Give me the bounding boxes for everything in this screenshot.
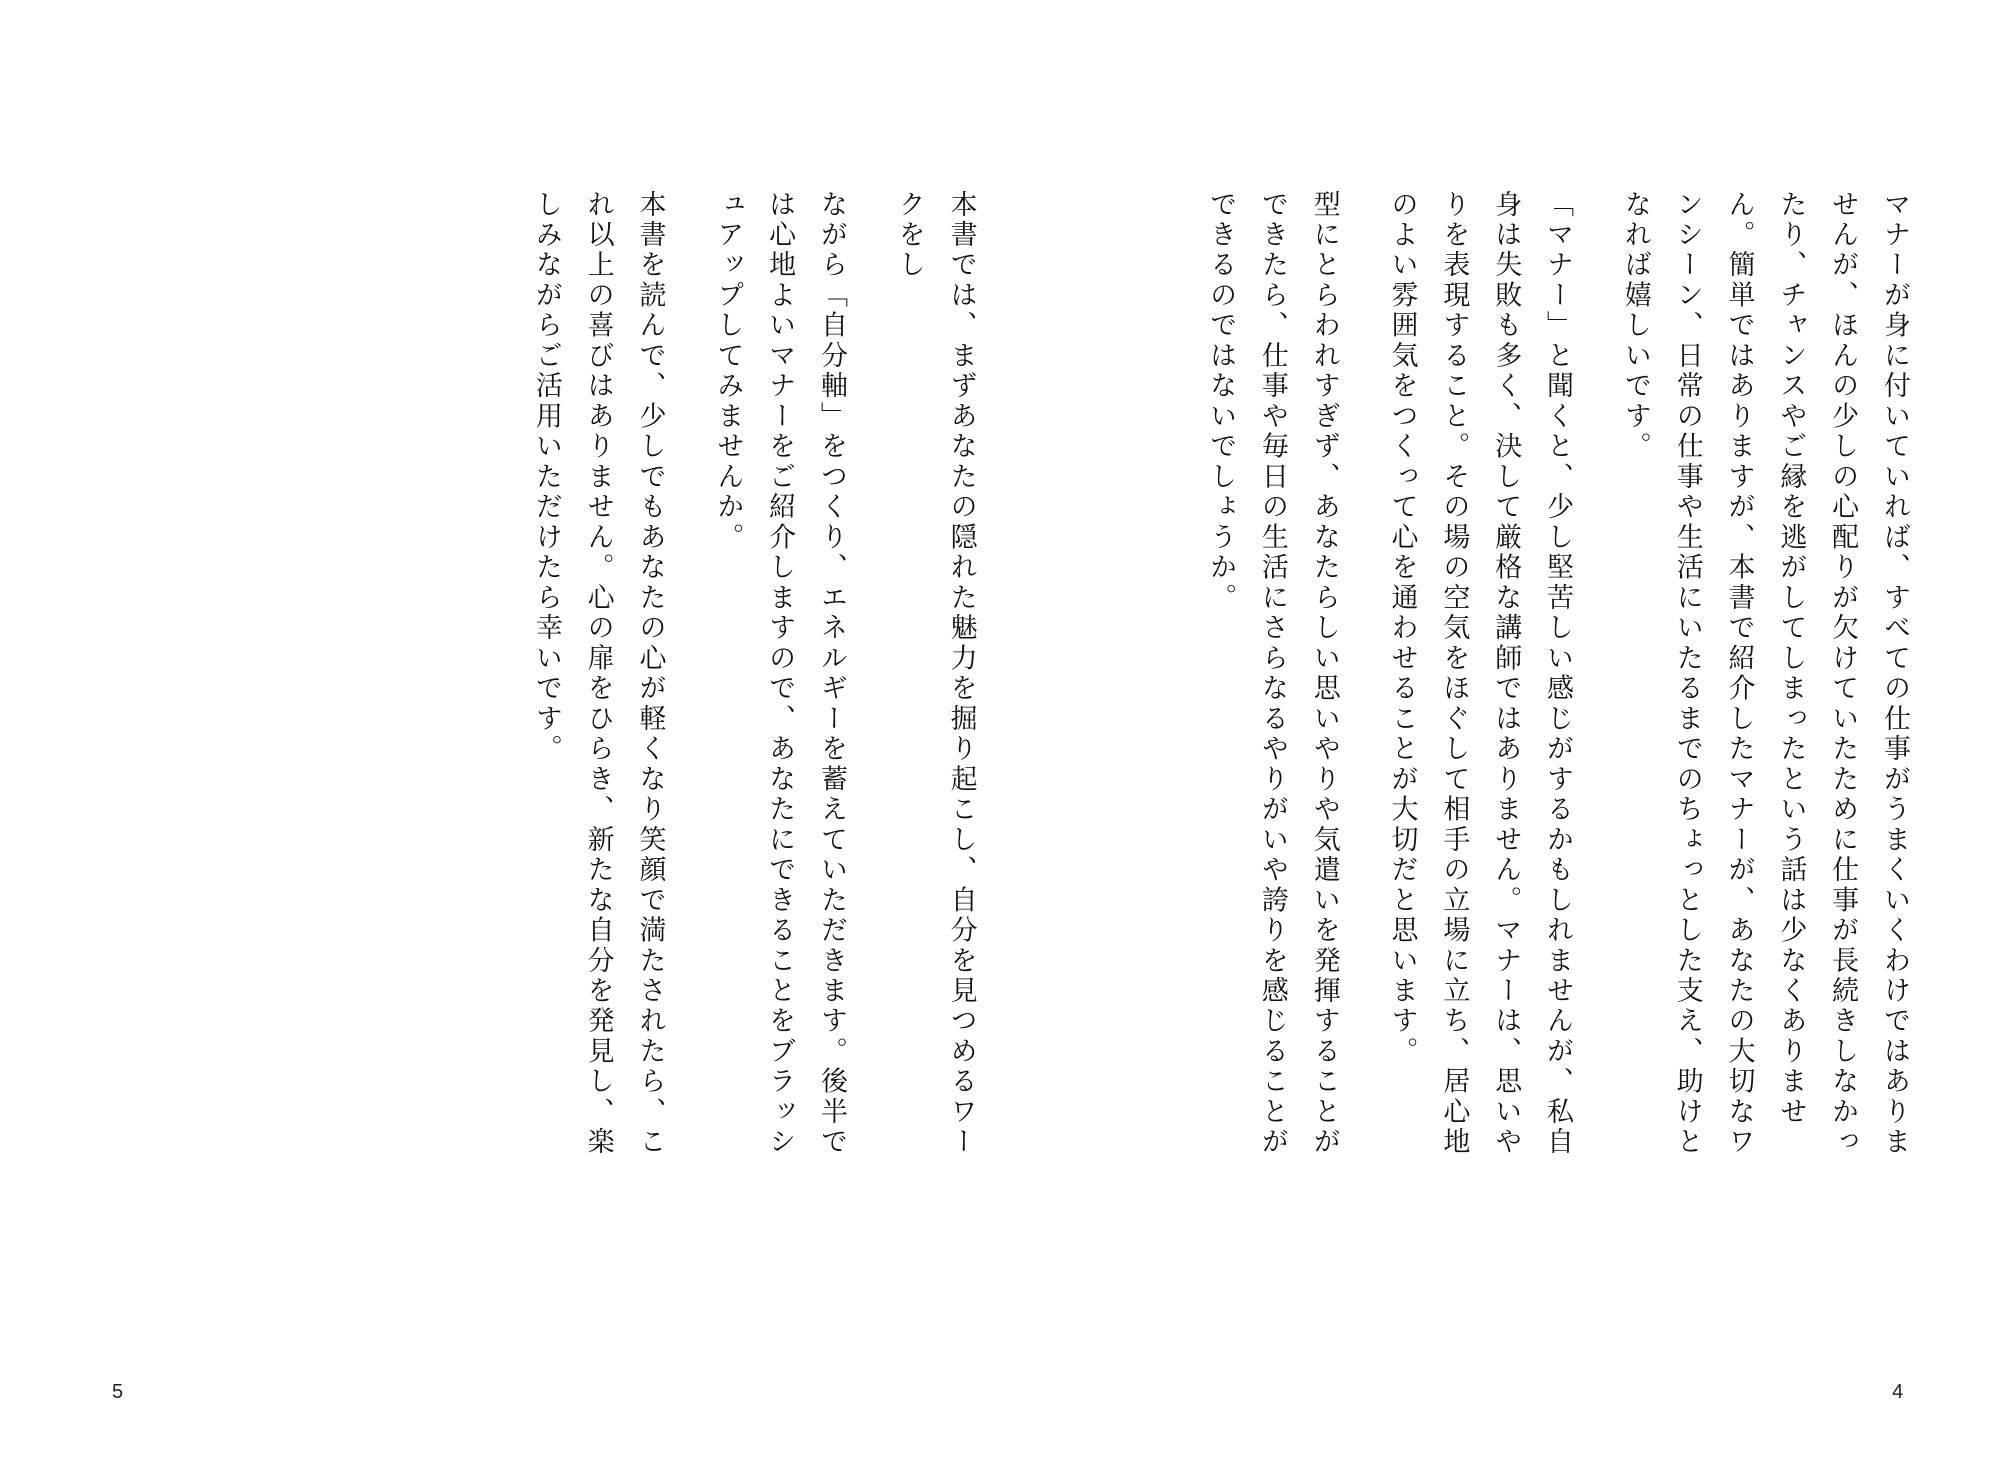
- page-right-text-columns: [1194, 160, 1920, 1170]
- paragraph: マナーが身に付いていれば、すべての仕事がうまくいくわけではありませんが、ほんの少しの心配りが欠けていたために仕事が長続きしなかったり、チャンスやご縁を逃がしてしまったという話は少なくありません。簡単ではありますが、本書で紹介したマナーが、あなたの大切なワンシーン、日常の仕事や生活にいたるまでのちょっとした支え、助けとなれば嬉しいです。: [1619, 190, 1910, 1158]
- page-left: [520, 160, 987, 1170]
- paragraph: 本書を読んで、少しでもあなたの心が軽くなり笑顔で満たされたら、これ以上の喜びはありません。心の扉をひらき、新たな自分を発見し、楽しみながらご活用いただけたら幸いです。: [530, 190, 666, 1158]
- paragraph: ながら「自分軸」をつくり、エネルギーを蓄えていただきます。後半では心地よいマナーをご紹介しますので、あなたにできることをブラッシュアップしてみませんか。: [712, 190, 847, 1158]
- page-number-right: 4: [1892, 1381, 1904, 1403]
- page-left-text-columns: [520, 160, 987, 1170]
- page-right: [1194, 160, 1920, 1170]
- page-number-left: 5: [112, 1381, 124, 1403]
- paragraph: 型にとらわれすぎず、あなたらしい思いやりや気遣いを発揮することができたら、仕事や毎日の生活にさらなるやりがいや誇りを感じることができるのではないでしょうか。: [1205, 190, 1340, 1158]
- paragraph: 「マナー」と聞くと、少し堅苦しい感じがするかもしれませんが、私自身は失敗も多く、決して厳格な講師ではありません。マナーは、思いやりを表現すること。その場の空気をほぐして相手の立場に立ち、居心地のよい雰囲気をつくって心を通わせることが大切だと思います。: [1386, 190, 1574, 1158]
- paragraph: 本書では、まずあなたの隠れた魅力を掘り起こし、自分を見つめるワークをし: [893, 190, 977, 1158]
